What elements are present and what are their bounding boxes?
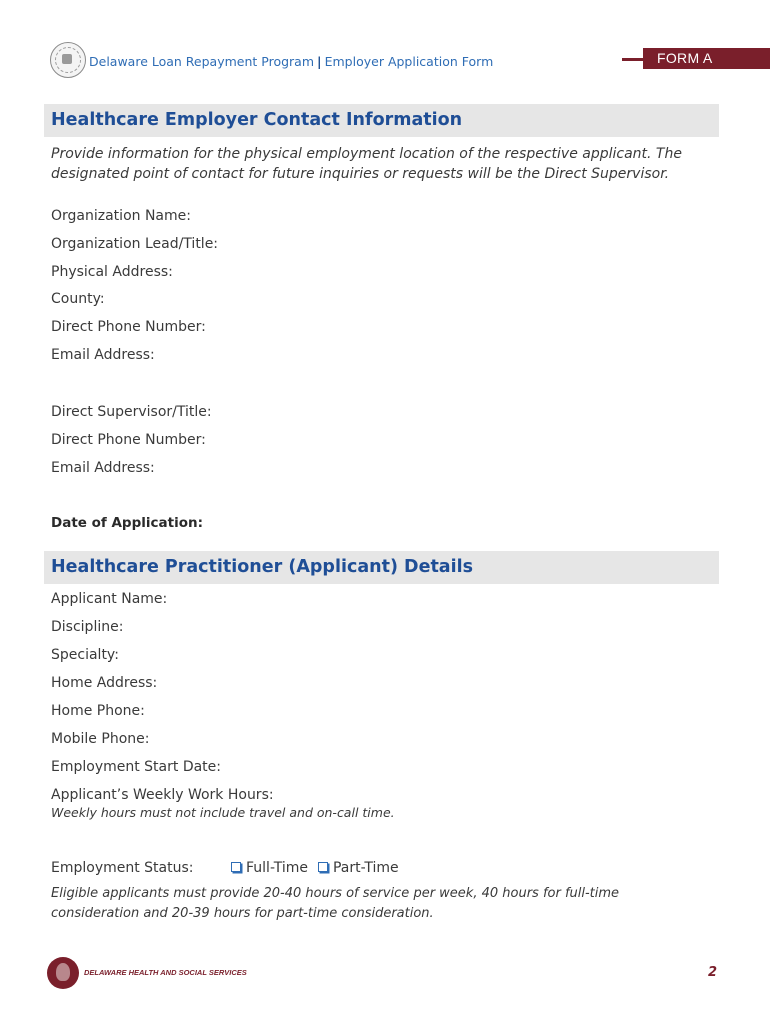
checkbox-part-time[interactable]: [318, 862, 328, 872]
option-part-time[interactable]: [318, 860, 399, 876]
field-physical-address[interactable]: Physical Address:: [51, 264, 173, 280]
eligibility-note: Eligible applicants must provide 20-40 hours of service per week, 40 hours for full-time consideration and 20-39 hours for part-time consideration.: [51, 886, 620, 921]
applicant-section-header: [44, 551, 719, 584]
employment-status-options: [231, 860, 409, 876]
state-seal-icon: [50, 42, 86, 78]
form-tab-label: FORM A: [643, 48, 770, 69]
field-supervisor-phone[interactable]: Direct Phone Number:: [51, 432, 206, 448]
field-organization-name[interactable]: Organization Name:: [51, 208, 191, 224]
hours-note: Weekly hours must not include travel and on-call time.: [51, 805, 395, 820]
field-applicant-name[interactable]: Applicant Name:: [51, 591, 168, 607]
form-title: Employer Application Form: [324, 54, 494, 69]
option-part-time-label: Part-Time: [332, 860, 399, 876]
header-title: [89, 54, 493, 69]
field-home-phone[interactable]: Home Phone:: [51, 703, 145, 719]
field-email[interactable]: Email Address:: [51, 347, 155, 363]
dhss-logo-icon: [47, 957, 79, 989]
program-name: Delaware Loan Repayment Program: [89, 54, 315, 69]
field-direct-supervisor[interactable]: Direct Supervisor/Title:: [51, 404, 212, 420]
option-full-time[interactable]: [231, 860, 308, 876]
employer-section-title: Healthcare Employer Contact Information: [51, 110, 463, 130]
field-weekly-work-hours[interactable]: Applicant’s Weekly Work Hours:: [51, 787, 274, 803]
employment-status-label: Employment Status:: [51, 860, 194, 876]
field-direct-phone[interactable]: Direct Phone Number:: [51, 319, 206, 335]
field-county[interactable]: County:: [51, 291, 105, 307]
header-separator: |: [317, 54, 322, 69]
option-full-time-label: Full-Time: [246, 860, 308, 876]
page-number: 2: [708, 965, 718, 980]
employer-intro: Provide information for the physical employment location of the respective applicant. The designated point of contact for future inquiries or requests will be the Direct Supervisor.: [51, 146, 682, 182]
field-discipline[interactable]: Discipline:: [51, 619, 124, 635]
field-supervisor-email[interactable]: Email Address:: [51, 460, 155, 476]
applicant-section-title: Healthcare Practitioner (Applicant) Details: [51, 557, 474, 577]
employer-section-header: [44, 104, 719, 137]
field-employment-start-date[interactable]: Employment Start Date:: [51, 759, 222, 775]
field-date-of-application[interactable]: Date of Application:: [51, 515, 203, 531]
field-mobile-phone[interactable]: Mobile Phone:: [51, 731, 150, 747]
footer-agency-name: DELAWARE HEALTH AND SOCIAL SERVICES: [84, 968, 247, 977]
field-home-address[interactable]: Home Address:: [51, 675, 158, 691]
field-organization-lead[interactable]: Organization Lead/Title:: [51, 236, 219, 252]
field-specialty[interactable]: Specialty:: [51, 647, 119, 663]
checkbox-full-time[interactable]: [231, 862, 241, 872]
